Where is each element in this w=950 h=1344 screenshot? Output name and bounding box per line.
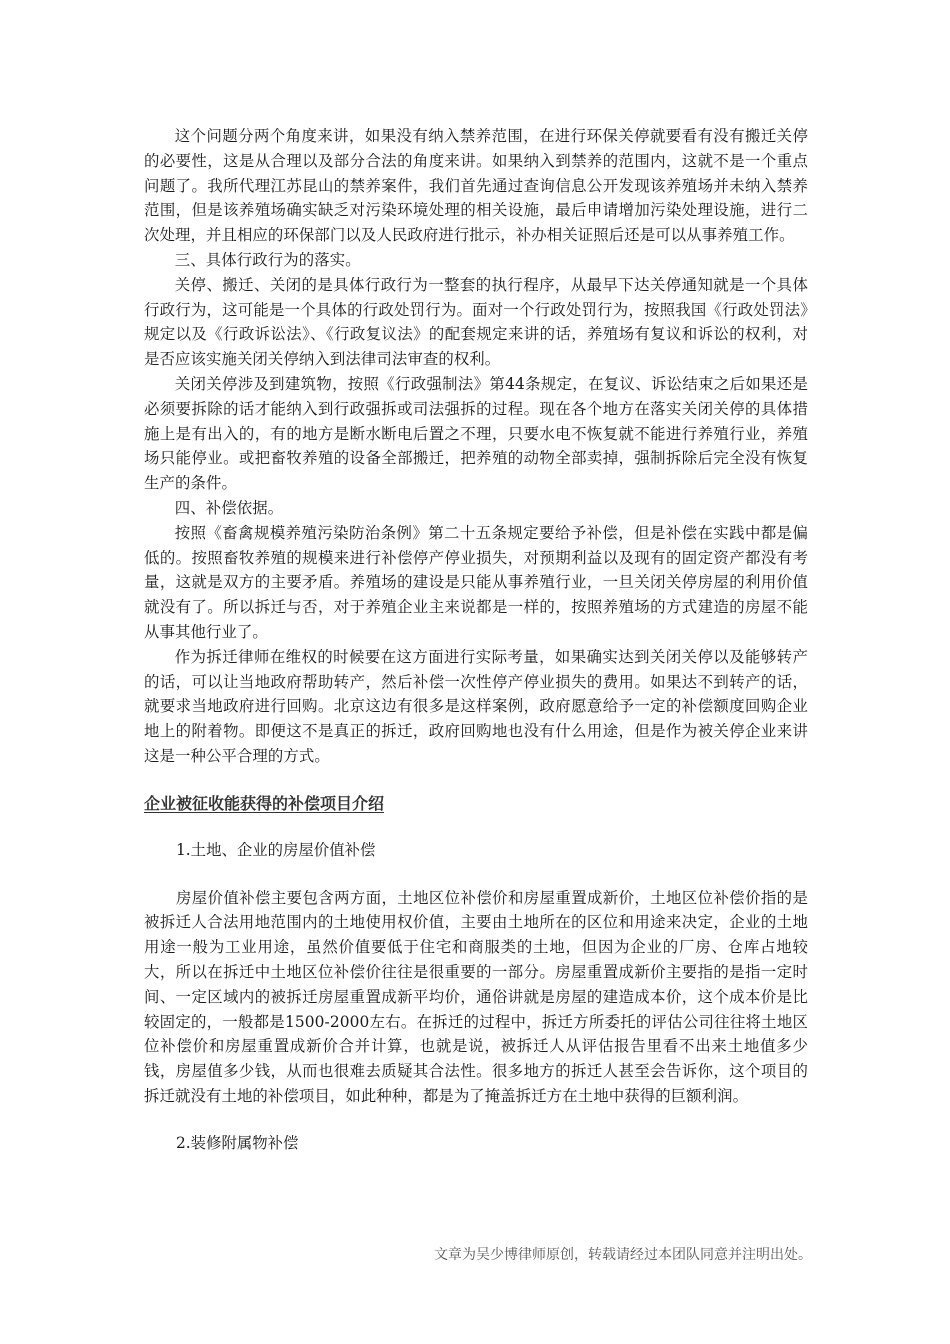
paragraph-heading-compensation-basis: 四、补偿依据。 [174,498,284,517]
copyright-footer-note: 文章为吴少博律师原创，转载请经过本团队同意并注明出处。 [434,1247,812,1263]
paragraph-heading-administrative-act: 三、具体行政行为的落实。 [174,250,361,269]
subheading-land-house-value: 1.土地、企业的房屋价值补偿 [176,840,376,859]
paragraph-lawyer-advice: 作为拆迁律师在维权的时候要在这方面进行实际考量，如果确实达到关闭关停以及能够转产的话，可以让当地政府帮助转产，然后补偿一次性停产停业损失的费用。如果达不到转产的话，就要求当地政府进行回购。北京这边有很多是这样案例，政府愿意给予一定的补偿额度回购企业地上的附着物。即便这不是真正的拆迁，政府回购地也没有什么用途，但是作为被关停企业来讲这是一种公平合理的方式。 [144,647,808,765]
subheading-decoration-attachments: 2.装修附属物补偿 [176,1133,299,1152]
paragraph-house-value-compensation: 房屋价值补偿主要包含两方面，土地区位补偿价和房屋重置成新价，土地区位补偿价指的是被拆迁人合法用地范围内的土地使用权价值，主要由土地所在的区位和用途来决定，企业的土地用途一般为工业用途，虽然价值要低于住宅和商服类的土地，但因为企业的厂房、仓库占地较大，所以在拆迁中土地区位补偿价往往是很重要的一部分。房屋重置成新价主要指的是指一定时间、一定区域内的被拆迁房屋重置成新平均价，通俗讲就是房屋的建造成本价，这个成本价是比较固定的，一般都是1500-2000左右。在拆迁的过程中，拆迁方所委托的评估公司往往将土地区位补偿价和房屋重置成新价合并计算，也就是说，被拆迁人从评估报告里看不出来土地值多少钱，房屋值多少钱，从而也很难去质疑其合法性。很多地方的拆迁人甚至会告诉你，这个项目的拆迁就没有土地的补偿项目，如此种种，都是为了掩盖拆迁方在土地中获得的巨额利润。 [144,888,808,1105]
paragraph-compensation-regulation: 按照《畜禽规模养殖污染防治条例》第二十五条规定要给予补偿，但是补偿在实践中都是偏低的。按照畜牧养殖的规模来进行补偿停产停业损失，对预期利益以及现有的固定资产都没有考量，这就是双方的主要矛盾。养殖场的建设是只能从事养殖行业，一旦关闭关停房屋的利用价值就没有了。所以拆迁与否，对于养殖企业主来说都是一样的，按照养殖场的方式建造的房屋不能从事其他行业了。 [144,523,808,641]
paragraph-ban-scope: 这个问题分两个角度来讲，如果没有纳入禁养范围，在进行环保关停就要看有没有搬迁关停的必要性，这是从合理以及部分合法的角度来讲。如果纳入到禁养的范围内，这就不是一个重点问题了。我所代理江苏昆山的禁养案件，我们首先通过查询信息公开发现该养殖场并未纳入禁养范围，但是该养殖场确实缺乏对污染环境处理的相关设施，最后申请增加污染处理设施，进行二次处理，并且相应的环保部门以及人民政府进行批示，补办相关证照后还是可以从事养殖工作。 [144,127,808,245]
paragraph-administrative-procedure: 关停、搬迁、关闭的是具体行政行为一整套的执行程序，从最早下达关停通知就是一个具体行政行为，这可能是一个具体的行政处罚行为。面对一个行政处罚行为，按照我国《行政处罚法》规定以及《行政诉讼法》、《行政复议法》的配套规定来讲的话，养殖场有复议和诉讼的权利，对是否应该实施关闭关停纳入到法律司法审查的权利。 [144,275,808,369]
document-body [144,124,808,1155]
paragraph-demolition-buildings: 关闭关停涉及到建筑物，按照《行政强制法》第44条规定，在复议、诉讼结束之后如果还是必须要拆除的话才能纳入到行政强拆或司法强拆的过程。现在各个地方在落实关闭关停的具体措施上是有出入的，有的地方是断水断电后置之不理，只要水电不恢复就不能进行养殖行业，养殖场只能停业。或把畜牧养殖的设备全部搬迁，把养殖的动物全部卖掉，强制拆除后完全没有恢复生产的条件。 [144,374,808,493]
section-heading-compensation-items: 企业被征收能获得的补偿项目介绍 [144,793,385,813]
